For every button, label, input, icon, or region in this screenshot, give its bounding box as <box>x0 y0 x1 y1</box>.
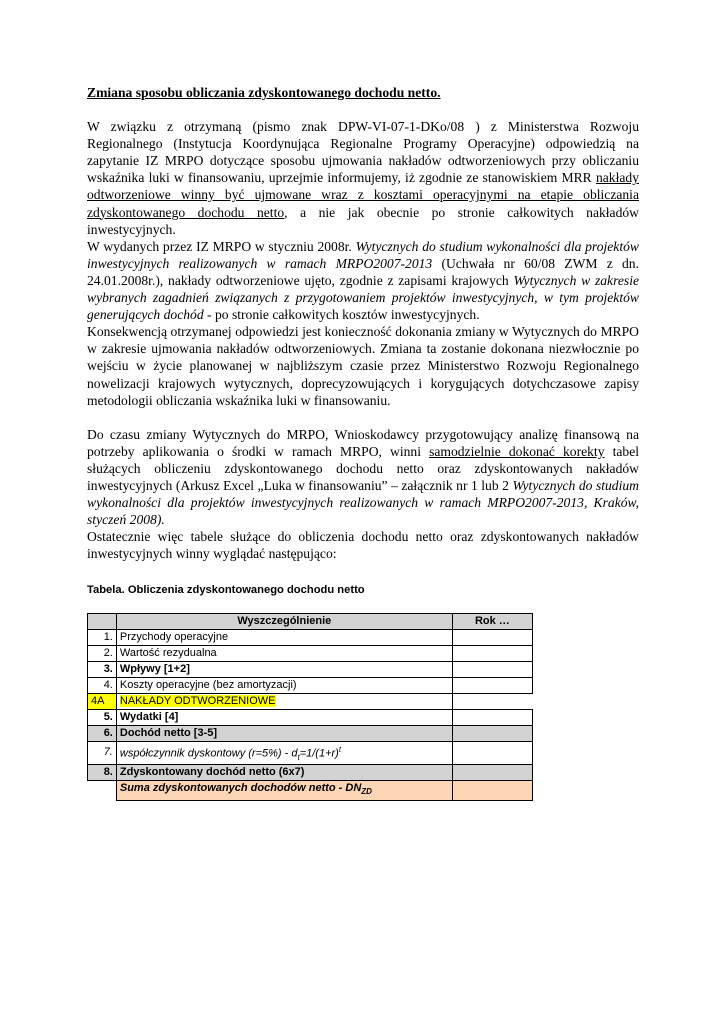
row-number: 1. <box>88 629 117 645</box>
p4-text-a: Do czasu zmiany Wytycznych do MRPO, Wnioskodawcy przygotowujący analizę finansową na potrzeby aplikowania o środki w ramach MRPO, winni <box>87 426 639 459</box>
discount-factor-subscript: t <box>297 752 300 762</box>
p2-text-a: W wydanych przez IZ MRPO w styczniu 2008r. <box>87 238 356 254</box>
discount-factor-text: współczynnik dyskontowy (r=5%) - d <box>119 747 298 760</box>
sum-label: Suma zdyskontowanych dochodów netto - DN <box>119 782 362 795</box>
row-description <box>116 741 452 765</box>
row-year-value <box>452 645 532 661</box>
document-page <box>87 84 639 801</box>
row-description: Dochód netto [3-5] <box>116 725 452 741</box>
header-year: Rok … <box>452 613 532 629</box>
sum-label-subscript: ZD <box>361 787 372 797</box>
p1-text-b: , a nie jak obecnie po stronie całkowitych nakładów inwestycyjnych. <box>87 204 639 237</box>
row-year-value <box>452 741 532 765</box>
paragraph-1 <box>87 118 639 238</box>
document-title: Zmiana sposobu obliczania zdyskontowanego dochodu netto. <box>87 85 441 100</box>
p4-underlined-text: samodzielnie dokonać korekty <box>429 443 605 459</box>
row-year-value <box>452 709 532 725</box>
row-number: 2. <box>88 645 117 661</box>
p2-text-b: (Uchwała nr 60/08 ZWM z dn. 24.01.2008r.), nakłady odtworzeniowe ujęto, zgodnie z zapisami krajowych <box>87 255 639 288</box>
p4-italic: Wytycznych do studium wykonalności dla projektów inwestycyjnych realizowanych w ramach MRPO2007-2013, Kraków, styczeń 2008). <box>87 477 639 528</box>
table-row <box>88 629 533 645</box>
p2-text-c: - po stronie całkowitych kosztów inwestycyjnych. <box>203 307 480 323</box>
discount-factor-formula: =1/(1+r) <box>299 747 339 760</box>
p1-text-a: W związku z otrzymaną (pismo znak DPW-VI-07-1-DKo/08 ) z Ministerstwa Rozwoju Regionalnego (Instytucja Koordynująca Regionalne Programy Operacyjne) odpowiedzią na zapytanie IZ MRPO dotyczące sposobu ujmowania nakładów odtworzeniowych przy obliczaniu wskaźnika luki w finansowaniu, uprzejmie informujemy, iż zgodnie ze stanowiskiem MRR <box>87 119 639 186</box>
row-year-value <box>452 765 532 781</box>
table-header-row <box>88 613 533 629</box>
table-row <box>88 741 533 765</box>
row-description: Przychody operacyjne <box>116 629 452 645</box>
row-year-value <box>452 693 532 709</box>
row-number: 6. <box>88 725 117 741</box>
table-row <box>88 709 533 725</box>
row-description <box>116 693 452 709</box>
row-number: 5. <box>88 709 117 725</box>
p1-underlined-text: nakłady odtworzeniowe winny być ujmowane wraz z kosztami operacyjnymi na etapie obliczania zdyskontowanego dochodu netto <box>87 170 639 220</box>
table-row <box>88 661 533 677</box>
table-row <box>88 645 533 661</box>
row-number: 3. <box>88 661 117 677</box>
row-year-value <box>452 629 532 645</box>
p4-text-b: tabel służących obliczeniu zdyskontowanego dochodu netto oraz zdyskontowanych nakładów inwestycyjnych (Arkusz Excel „Luka w finansowaniu” – załącznik nr 1 lub 2 <box>87 443 640 493</box>
table-row <box>88 677 533 693</box>
table-row-highlighted <box>88 693 533 709</box>
table-row-sum <box>88 781 533 800</box>
row-year-value <box>452 725 532 741</box>
paragraph-2 <box>87 238 639 323</box>
row-number: 4A <box>88 693 117 709</box>
p2-italic-1: Wytycznych do studium wykonalności dla projektów inwestycyjnych realizowanych w ramach MRPO2007-2013 <box>87 238 639 271</box>
income-calculation-table <box>87 613 533 801</box>
row-number: 4. <box>88 677 117 693</box>
p2-italic-2: Wytycznych w zakresie wybranych zagadnień związanych z przygotowaniem projektów inwestycyjnych, w tym projektów generujących dochód <box>87 272 640 323</box>
row-year-value <box>452 661 532 677</box>
table-row-shaded <box>88 725 533 741</box>
header-description: Wyszczególnienie <box>116 613 452 629</box>
row-description: Wydatki [4] <box>116 709 452 725</box>
row-description: Wartość rezydualna <box>116 645 452 661</box>
row-description <box>116 781 452 800</box>
discount-factor-superscript: t <box>338 744 342 754</box>
highlighted-text: NAKŁADY ODTWORZENIOWE <box>119 694 276 707</box>
table-caption: Tabela. Obliczenia zdyskontowanego dochodu netto <box>87 584 365 597</box>
row-description: Zdyskontowany dochód netto (6x7) <box>116 765 452 781</box>
row-number: 8. <box>88 765 117 781</box>
paragraph-4 <box>87 426 639 529</box>
row-number: 7. <box>88 741 117 765</box>
paragraph-5: Ostatecznie więc tabele służące do obliczenia dochodu netto oraz zdyskontowanych nakładów inwestycyjnych winny wyglądać następująco: <box>87 529 639 562</box>
row-description: Wpływy [1+2] <box>116 661 452 677</box>
paragraph-3: Konsekwencją otrzymanej odpowiedzi jest konieczność dokonania zmiany w Wytycznych do MRPO w zakresie ujmowania nakładów odtworzeniowych. Zmiana ta zostanie dokonana niezwłocznie po wejściu w życie planowanej w najbliższym czasie przez Ministerstwo Rozwoju Regionalnego nowelizacji krajowych wytycznych, doprecyzowujących i korygujących dotychczasowe zapisy metodologii obliczania wskaźnika luki w finansowaniu. <box>87 324 639 408</box>
row-year-value <box>452 781 532 800</box>
table-row-shaded <box>88 765 533 781</box>
row-number <box>88 781 117 800</box>
header-num-cell <box>88 613 117 629</box>
row-description: Koszty operacyjne (bez amortyzacji) <box>116 677 452 693</box>
row-year-value <box>452 677 532 693</box>
